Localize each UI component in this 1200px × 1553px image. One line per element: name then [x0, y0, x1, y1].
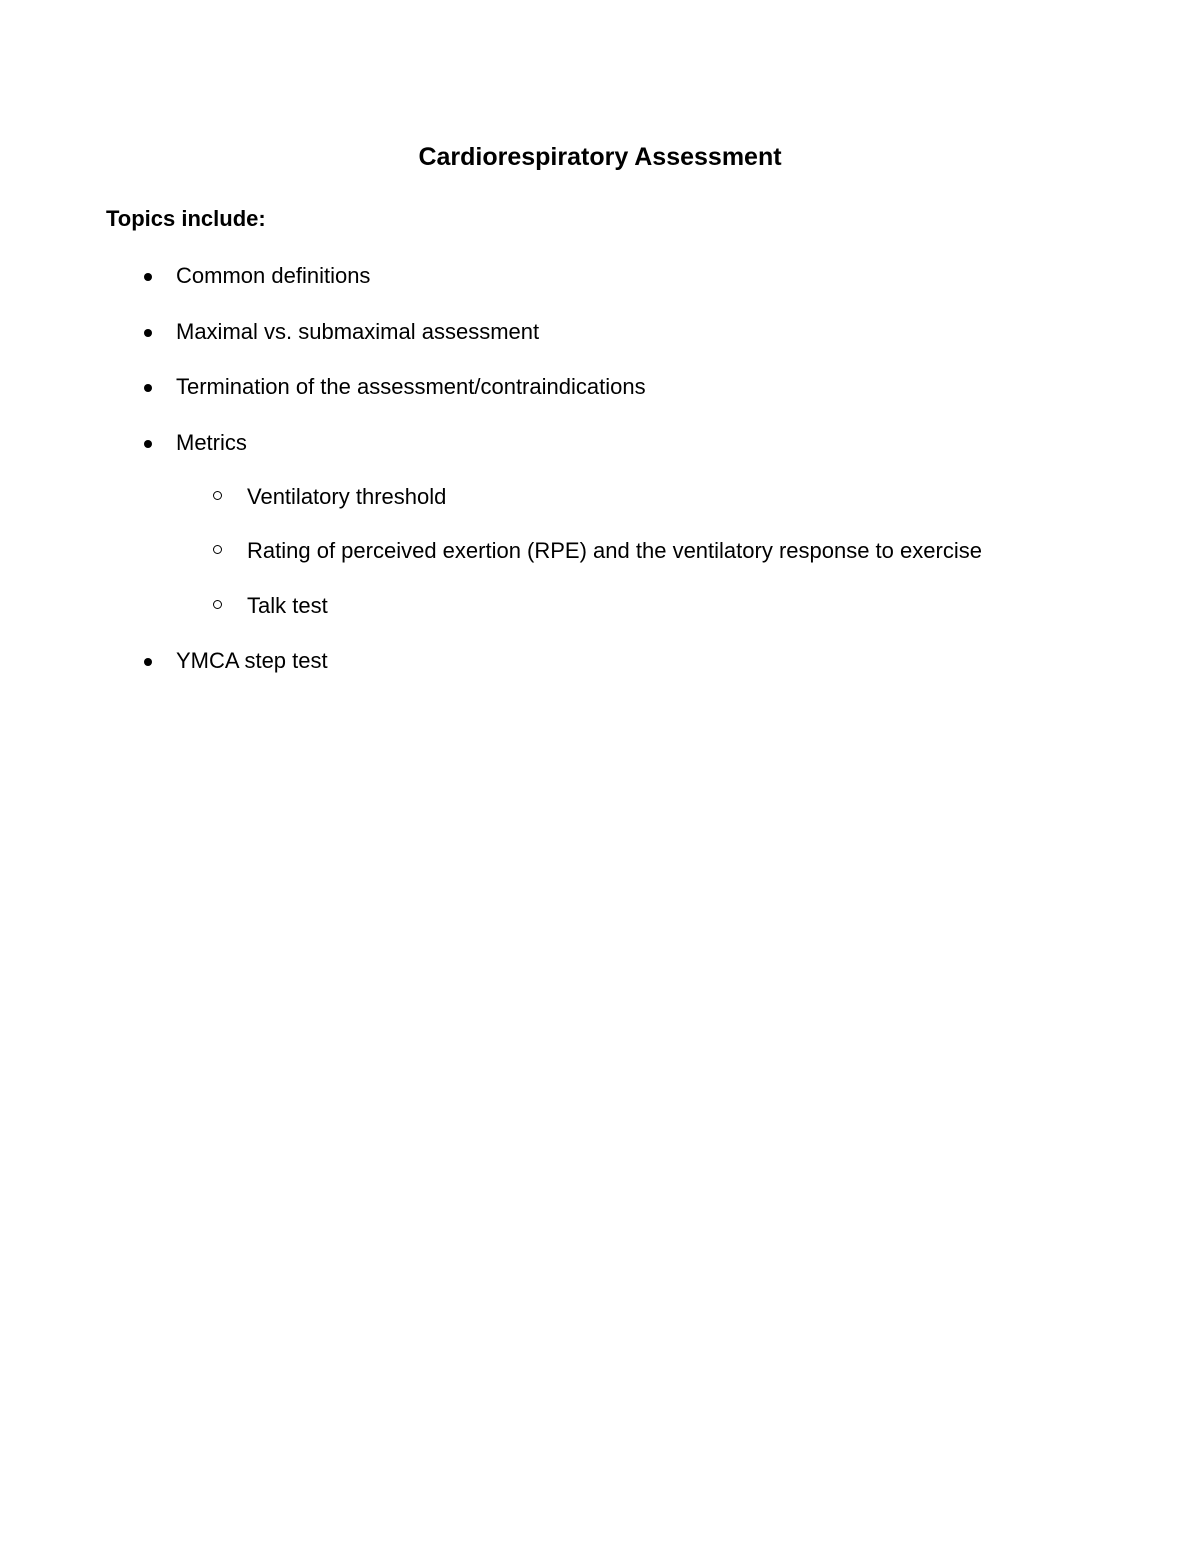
hollow-bullet-icon — [213, 600, 222, 609]
hollow-bullet-icon — [213, 545, 222, 554]
subtopic-text: Talk test — [247, 593, 328, 618]
document-title: Cardiorespiratory Assessment — [418, 143, 782, 171]
subtopic-text: Ventilatory threshold — [247, 484, 447, 509]
topic-text: Metrics — [176, 430, 247, 455]
hollow-bullet-icon — [213, 491, 222, 500]
topic-text: Maximal vs. submaximal assessment — [176, 319, 540, 344]
topics-heading: Topics include: — [106, 206, 266, 231]
bullet-icon — [144, 273, 152, 281]
bullet-icon — [144, 329, 152, 337]
subtopic-text: Rating of perceived exertion (RPE) and the ventilatory response to exercise — [247, 538, 982, 563]
bullet-icon — [144, 658, 152, 666]
topic-text: Termination of the assessment/contraindications — [176, 374, 646, 399]
topic-text: Common definitions — [176, 263, 371, 288]
bullet-icon — [144, 384, 152, 392]
bullet-icon — [144, 440, 152, 448]
topic-text: YMCA step test — [176, 648, 328, 673]
